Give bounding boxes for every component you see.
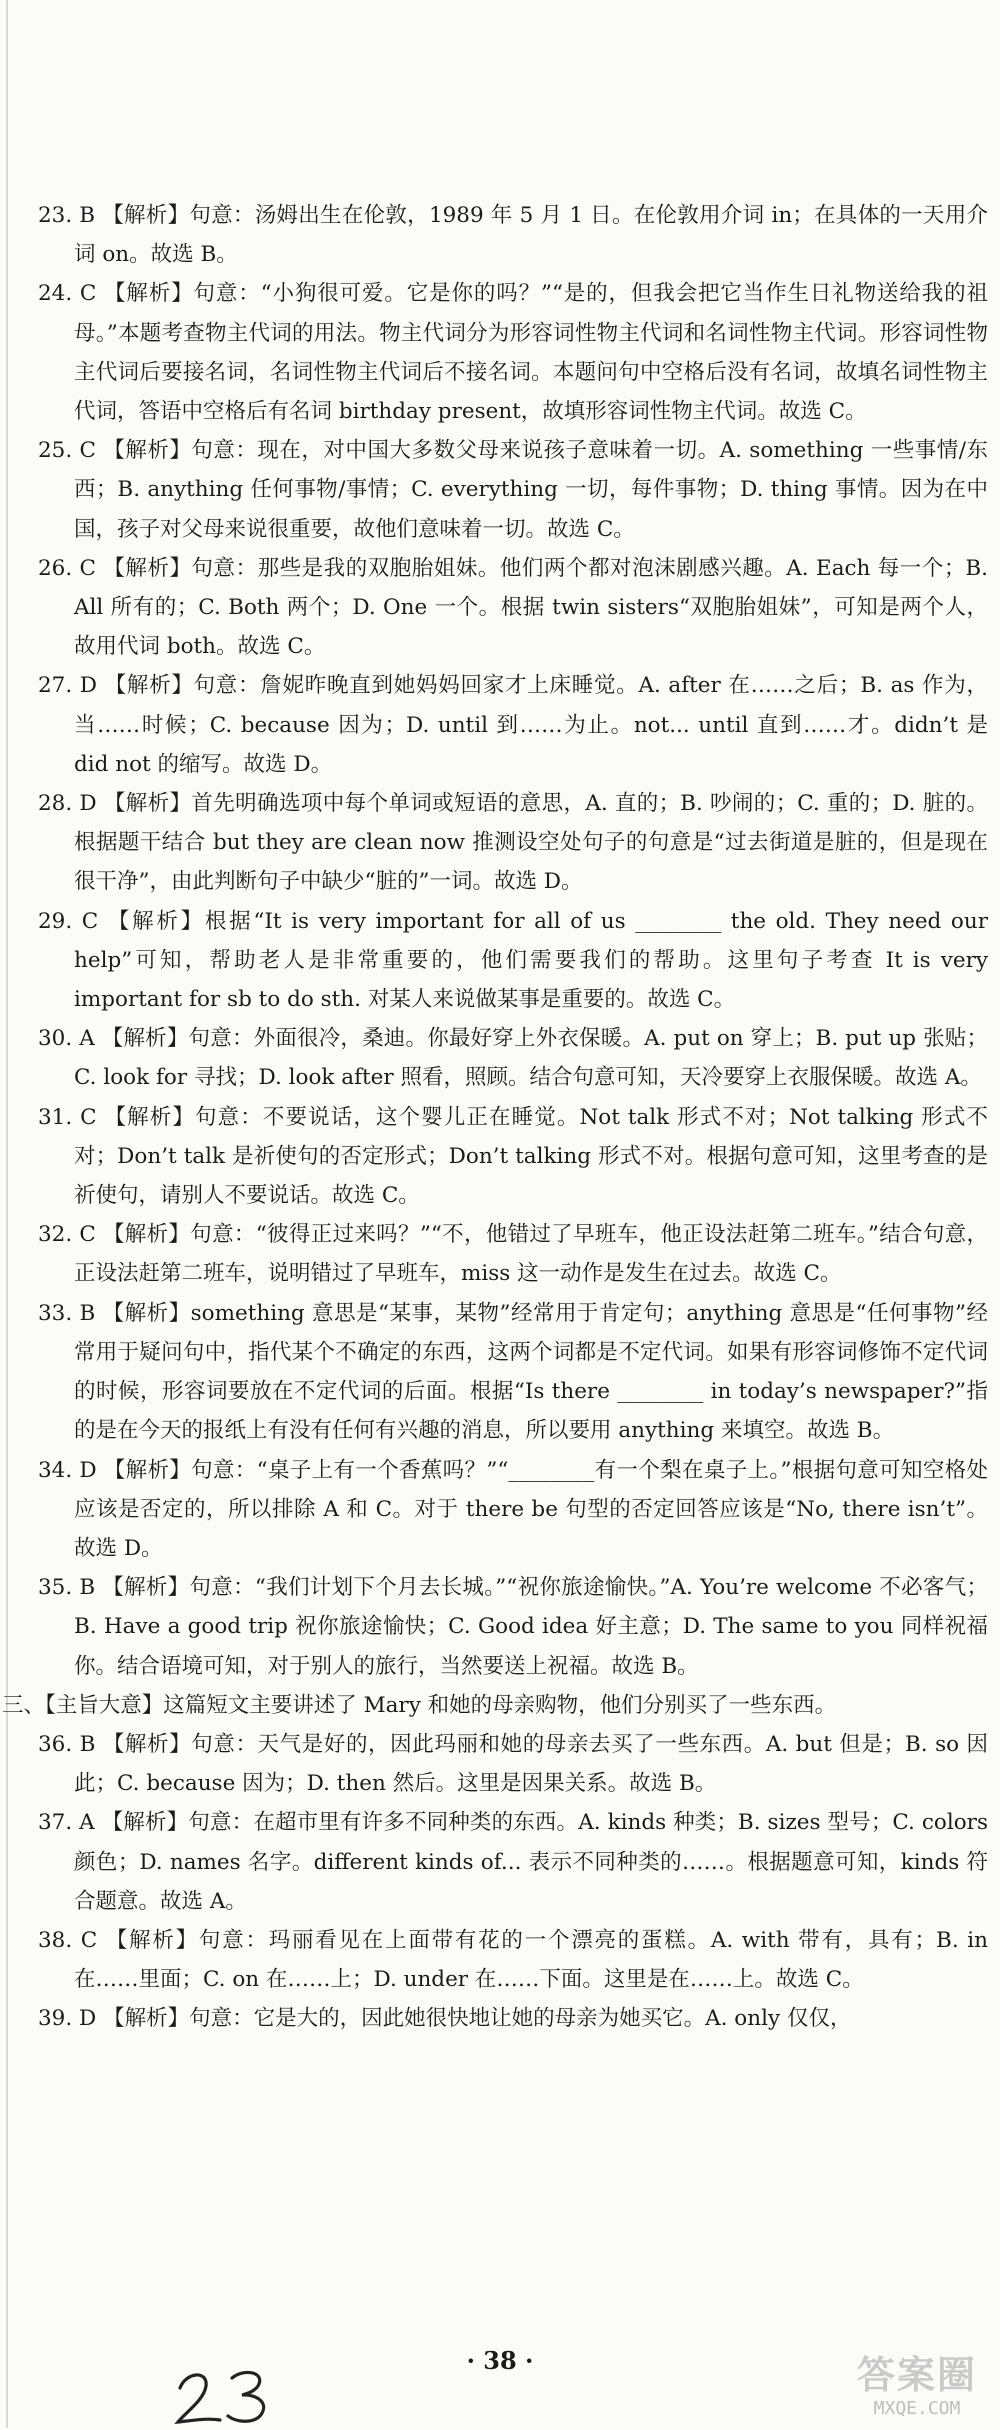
answer-entry-31: 31. C 【解析】句意：不要说话，这个婴儿正在睡觉。Not talk 形式不对；Not talking 形式不对；Don’t talk 是祈使句的否定形式；Don’t talking 形式不对。根据句意可知，这里考查的是祈使句，请别人不要说话。故选 C。	[38, 1104, 988, 1209]
answer-entry-24: 24. C 【解析】句意：“小狗很可爱。它是你的吗？”“是的，但我会把它当作生日礼物送给我的祖母。”本题考查物主代词的用法。物主代词分为形容词性物主代词和名词性物主代词。形容词性物主代词后要接名词，名词性物主代词后不接名词。本题问句中空格后没有名词，故填名词性物主代词，答语中空格后有名词 birthday present，故填形容词性物主代词。故选 C。	[38, 281, 988, 425]
answer-entry-36: 36. B 【解析】句意：天气是好的，因此玛丽和她的母亲去买了一些东西。A. but 但是；B. so 因此；C. because 因为；D. then 然后。这里是因果关系。故选 B。	[38, 1731, 988, 1797]
answer-entry-27: 27. D 【解析】句意：詹妮昨晚直到她妈妈回家才上床睡觉。A. after 在……之后；B. as 作为，当……时候；C. because 因为；D. until 到……为止。not... until 直到……才。didn’t 是 did not 的缩写。故选 D。	[38, 673, 988, 777]
answer-entry-28: 28. D 【解析】首先明确选项中每个单词或短语的意思，A. 直的；B. 吵闹的；C. 重的；D. 脏的。根据题干结合 but they are clean now 推测设空处句子的句意是“过去街道是脏的，但是现在很干净”，由此判断句子中缺少“脏的”一词。故选 D。	[38, 791, 988, 895]
answer-entry-26: 26. C 【解析】句意：那些是我的双胞胎姐妹。他们两个都对泡沫剧感兴趣。A. Each 每一个；B. All 所有的；C. Both 两个；D. One 一个。根据 twin sisters“双胞胎姐妹”，可知是两个人，故用代词 both。故选 C。	[38, 555, 988, 660]
answer-entry-29: 29. C 【解析】根据“It is very important for all of us ________ the old. They need our help”可知，帮助老人是非常重要的，他们需要我们的帮助。这里句子考查 It is very important for sb to do sth. 对某人来说做某事是重要的。故选 C。	[38, 908, 988, 1013]
handwritten-note	[172, 2360, 292, 2430]
page-number: · 38 ·	[466, 2346, 534, 2375]
page-edge	[6, 0, 8, 2428]
answer-entry-34: 34. D 【解析】句意：“桌子上有一个香蕉吗？”“________有一个梨在桌子上。”根据句意可知空格处应该是否定的，所以排除 A 和 C。对于 there be 句型的否定回答应该是“No, there isn’t”。故选 D。	[38, 1457, 988, 1561]
answer-entry-39: 39. D 【解析】句意：它是大的，因此她很快地让她的母亲为她买它。A. only 仅仅，	[38, 2006, 852, 2032]
answer-entry-30: 30. A 【解析】句意：外面很冷，桑迪。你最好穿上外衣保暖。A. put on 穿上；B. put up 张贴；C. look for 寻找；D. look after 照看，照顾。结合句意可知，天冷要穿上衣服保暖。故选 A。	[38, 1026, 988, 1091]
answer-entry-37: 37. A 【解析】句意：在超市里有许多不同种类的东西。A. kinds 种类；B. sizes 型号；C. colors 颜色；D. names 名字。different kinds of... 表示不同种类的……。根据题意可知，kinds 符合题意。故选 A。	[38, 1810, 988, 1914]
answer-entry-32: 32. C 【解析】句意：“彼得正过来吗？”“不，他错过了早班车，他正设法赶第二班车。”结合句意，正设法赶第二班车，说明错过了早班车，miss 这一动作是发生在过去。故选 C。	[38, 1222, 988, 1287]
answer-entry-35: 35. B 【解析】句意：“我们计划下个月去长城。”“祝你旅途愉快。”A. You’re welcome 不必客气；B. Have a good trip 祝你旅途愉快；C. Good idea 好主意；D. The same to you 同样祝福你。结合语境可知，对于别人的旅行，当然要送上祝福。故选 B。	[38, 1575, 988, 1679]
answer-explanations	[2, 196, 988, 2039]
answer-entry-25: 25. C 【解析】句意：现在，对中国大多数父母来说孩子意味着一切。A. something 一些事情/东西；B. anything 任何事物/事情；C. everything 一切，每件事物；D. thing 事情。因为在中国，孩子对父母来说很重要，故他们意味着一切。故选 C。	[38, 438, 988, 542]
answer-entry-38: 38. C 【解析】句意：玛丽看见在上面带有花的一个漂亮的蛋糕。A. with 带有，具有；B. in 在……里面；C. on 在……上；D. under 在……下面。这里是在……上。故选 C。	[38, 1927, 988, 1993]
answer-entry-23: 23. B 【解析】句意：汤姆出生在伦敦，1989 年 5 月 1 日。在伦敦用介词 in；在具体的一天用介词 on。故选 B。	[38, 203, 988, 268]
answer-entry-33: 33. B 【解析】something 意思是“某事，某物”经常用于肯定句；anything 意思是“任何事物”经常用于疑问句中，指代某个不确定的东西，这两个词都是不定代词。如果有形容词修饰不定代词的时候，形容词要放在不定代词的后面。根据“Is there ________ in today’s newspaper?”指的是在今天的报纸上有没有任何有兴趣的消息，所以要用 anything 来填空。故选 B。	[38, 1300, 988, 1444]
watermark-logo: 答案圈 MXQE.COM	[856, 2353, 977, 2419]
section-three-main-idea: 三、【主旨大意】这篇短文主要讲述了 Mary 和她的母亲购物，他们分别买了一些东西。	[2, 1692, 837, 1718]
